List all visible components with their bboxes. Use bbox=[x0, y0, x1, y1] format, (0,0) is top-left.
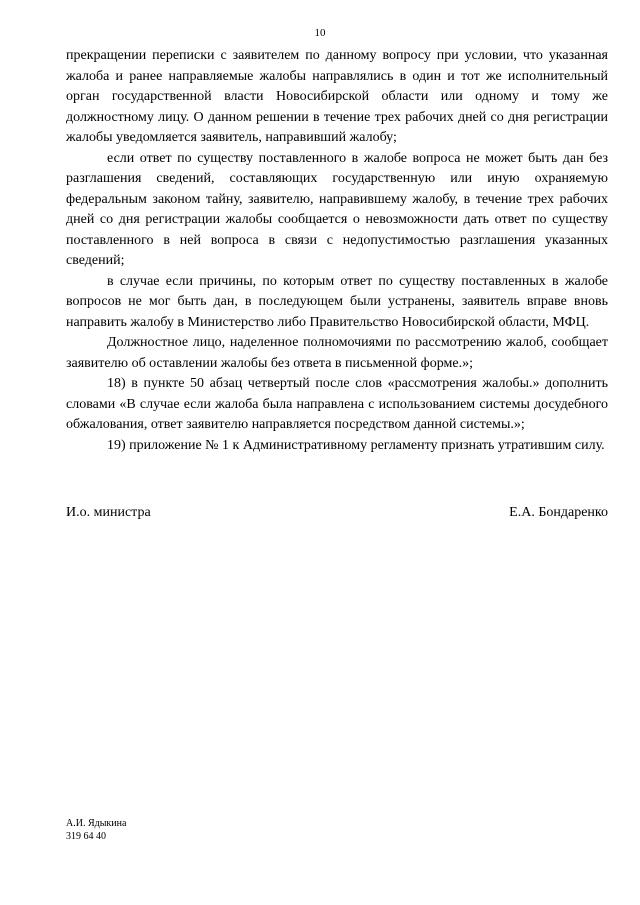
paragraph: прекращении переписки с заявителем по данному вопросу при условии, что указанная жалоба и ранее направляемые жалобы направлялись в один и тот же исполнительный орган государственной власти Новосибирской области или одному и тому же должностному лицу. О данном решении в течение трех рабочих дней со дня регистрации жалобы уведомляется заявитель, направивший жалобу; bbox=[66, 48, 608, 145]
executor-phone: 319 64 40 bbox=[66, 831, 106, 842]
paragraph: 18) в пункте 50 абзац четвертый после слов «рассмотрения жалобы.» дополнить словами «В случае если жалоба была направлена с использованием системы досудебного обжалования, ответ заявителю направляется посредством данной системы.»; bbox=[66, 376, 608, 432]
paragraph: 19) приложение № 1 к Административному регламенту признать утратившим силу. bbox=[107, 437, 605, 453]
signatory-name: Е.А. Бондаренко bbox=[509, 505, 608, 520]
signatory-position: И.о. министра bbox=[66, 505, 151, 520]
executor-footer bbox=[66, 817, 126, 843]
executor-name: А.И. Ядыкина bbox=[66, 818, 127, 829]
page-number: 10 bbox=[314, 27, 326, 39]
paragraph: в случае если причины, по которым ответ по существу поставленных в жалобе вопросов не мог быть дан, в последующем были устранены, заявитель вправе вновь направить жалобу в Министерство либо Правительство Новосибирской области, МФЦ. bbox=[66, 273, 608, 330]
paragraph: Должностное лицо, наделенное полномочиями по рассмотрению жалоб, сообщает заявителю об оставлении жалобы без ответа в письменной форме.»; bbox=[66, 335, 608, 371]
signature-block bbox=[66, 503, 608, 523]
paragraph: если ответ по существу поставленного в жалобе вопроса не может быть дан без разглашения сведений, составляющих государственную или иную охраняемую федеральным законом тайну, заявителю, направившему жалобу, в течение трех рабочих дней со дня регистрации жалобы сообщается о невозможности дать ответ по существу поставленного в ней вопроса в связи с недопустимостью разглашения указанных сведений; bbox=[66, 150, 608, 268]
document-body bbox=[66, 46, 608, 456]
